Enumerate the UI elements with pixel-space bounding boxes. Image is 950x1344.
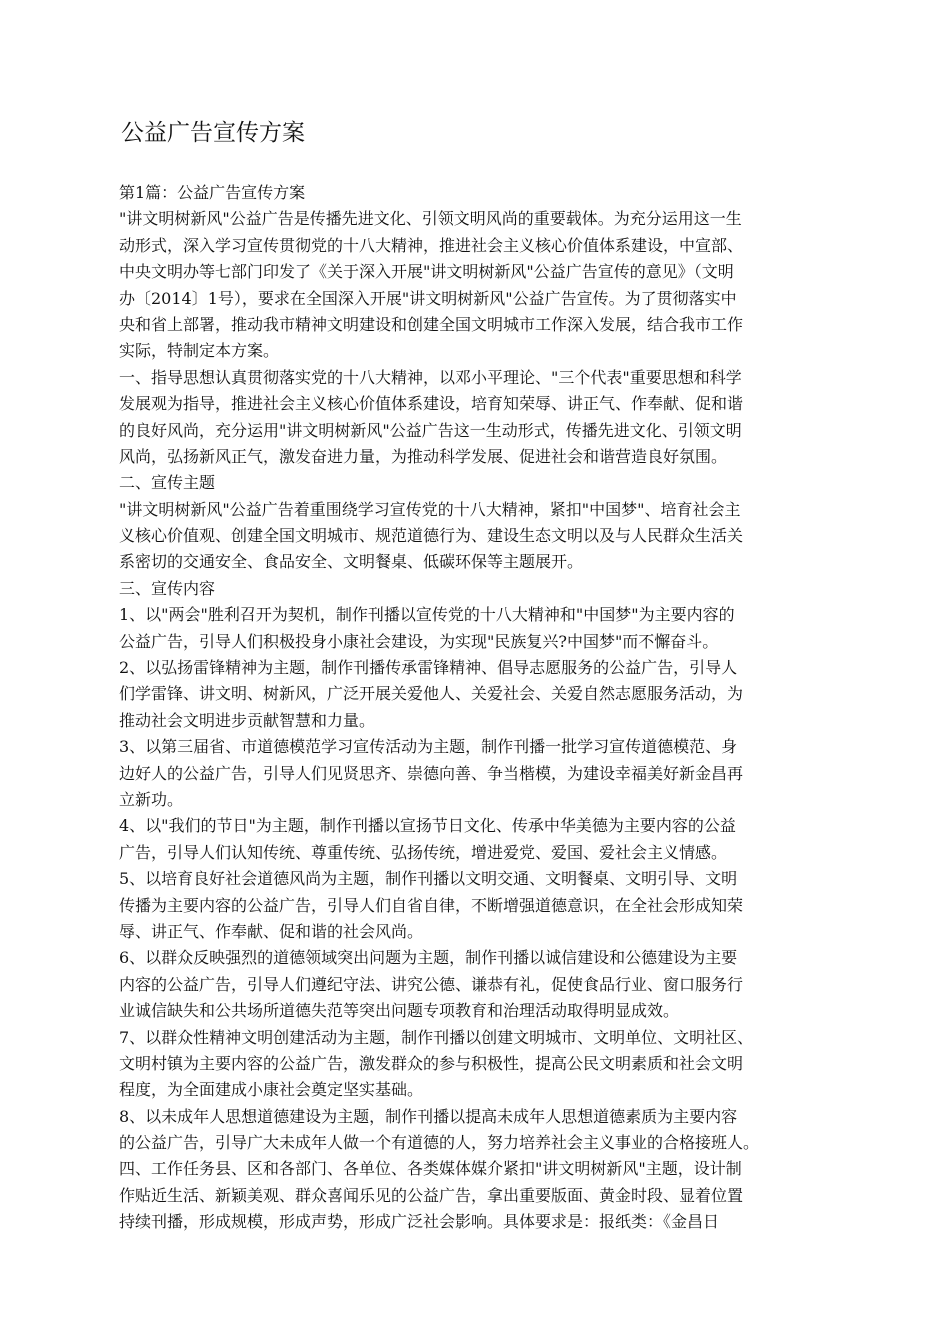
text-line: 边好人的公益广告，引导人们见贤思齐、崇德向善、争当楷模，为建设幸福美好新金昌再 — [119, 763, 744, 783]
text-line: 文明村镇为主要内容的公益广告，激发群众的参与积极性，提高公民文明素质和社会文明 — [119, 1053, 744, 1073]
text-line: 央和省上部署，推动我市精神文明建设和创建全国文明城市工作深入发展，结合我市工作 — [119, 314, 744, 334]
text-line: 三、宣传内容 — [119, 578, 216, 598]
text-line: 办〔2014〕1号），要求在全国深入开展"讲文明树新风"公益广告宣传。为了贯彻落实中 — [119, 288, 737, 308]
text-line: 1、以"两会"胜利召开为契机，制作刊播以宣传党的十八大精神和"中国梦"为主要内容的 — [119, 605, 735, 625]
text-line: 公益广告，引导人们积极投身小康社会建设，为实现"民族复兴?中国梦"而不懈奋斗。 — [119, 631, 719, 651]
text-line: 的公益广告，引导广大未成年人做一个有道德的人，努力培养社会主义事业的合格接班人。 — [119, 1133, 760, 1153]
text-line: "讲文明树新风"公益广告是传播先进文化、引领文明风尚的重要载体。为充分运用这一生 — [119, 209, 742, 229]
text-line: 4、以"我们的节日"为主题，制作刊播以宣扬节日文化、传承中华美德为主要内容的公益 — [119, 816, 736, 836]
text-line: 5、以培育良好社会道德风尚为主题，制作刊播以文明交通、文明餐桌、文明引导、文明 — [119, 869, 738, 889]
text-line: 们学雷锋、讲文明、树新风，广泛开展关爱他人、关爱社会、关爱自然志愿服务活动，为 — [119, 684, 744, 704]
text-line: 辱、讲正气、作奉献、促和谐的社会风尚。 — [119, 921, 424, 941]
text-line: 系密切的交通安全、食品安全、文明餐桌、低碳环保等主题展开。 — [119, 552, 584, 572]
text-line: 义核心价值观、创建全国文明城市、规范道德行为、建设生态文明以及与人民群众生活关 — [119, 526, 744, 546]
text-line: 7、以群众性精神文明创建活动为主题，制作刊播以创建文明城市、文明单位、文明社区、 — [119, 1027, 754, 1047]
text-line: 8、以未成年人思想道德建设为主题，制作刊播以提高未成年人思想道德素质为主要内容 — [119, 1106, 738, 1126]
text-line: 6、以群众反映强烈的道德领域突出问题为主题，制作刊播以诚信建设和公德建设为主要 — [119, 948, 738, 968]
text-line: "讲文明树新风"公益广告着重围绕学习宣传党的十八大精神，紧扣"中国梦"、培育社会主 — [119, 499, 741, 519]
page-title: 公益广告宣传方案 — [121, 120, 305, 146]
text-line: 的良好风尚，充分运用"讲文明树新风"公益广告这一生动形式，传播先进文化、引领文明 — [119, 420, 742, 440]
text-line: 一、指导思想认真贯彻落实党的十八大精神，以邓小平理论、"三个代表"重要思想和科学 — [119, 367, 742, 387]
text-line: 内容的公益广告，引导人们遵纪守法、讲究公德、谦恭有礼，促使食品行业、窗口服务行 — [119, 974, 744, 994]
text-line: 四、工作任务县、区和各部门、各单位、各类媒体媒介紧扣"讲文明树新风"主题，设计制 — [119, 1159, 742, 1179]
text-line: 实际，特制定本方案。 — [119, 341, 280, 361]
document-body — [119, 180, 834, 1236]
text-line: 2、以弘扬雷锋精神为主题，制作刊播传承雷锋精神、倡导志愿服务的公益广告，引导人 — [119, 658, 738, 678]
text-line: 持续刊播，形成规模，形成声势，形成广泛社会影响。具体要求是：报纸类：《金昌日 — [119, 1212, 720, 1232]
text-line: 动形式，深入学习宣传贯彻党的十八大精神，推进社会主义核心价值体系建设，中宣部、 — [119, 235, 744, 255]
text-line: 广告，引导人们认知传统、尊重传统、弘扬传统，增进爱党、爱国、爱社会主义情感。 — [119, 842, 728, 862]
text-line: 第1篇：公益广告宣传方案 — [119, 183, 306, 202]
text-line: 推动社会文明进步贡献智慧和力量。 — [119, 710, 376, 730]
text-line: 程度，为全面建成小康社会奠定坚实基础。 — [119, 1080, 424, 1100]
text-line: 中央文明办等七部门印发了《关于深入开展"讲文明树新风"公益广告宣传的意见》（文明 — [119, 262, 734, 282]
text-line: 风尚，弘扬新风正气，激发奋进力量，为推动科学发展、促进社会和谐营造良好氛围。 — [119, 446, 728, 466]
text-line: 二、宣传主题 — [119, 473, 216, 493]
text-line: 传播为主要内容的公益广告，引导人们自省自律，不断增强道德意识，在全社会形成知荣 — [119, 895, 744, 915]
text-line: 3、以第三届省、市道德模范学习宣传活动为主题，制作刊播一批学习宣传道德模范、身 — [119, 737, 738, 757]
text-line: 业诚信缺失和公共场所道德失范等突出问题专项教育和治理活动取得明显成效。 — [119, 1001, 680, 1021]
text-line: 发展观为指导，推进社会主义核心价值体系建设，培育知荣辱、讲正气、作奉献、促和谐 — [119, 394, 744, 414]
text-line: 作贴近生活、新颖美观、群众喜闻乐见的公益广告，拿出重要版面、黄金时段、显着位置 — [119, 1185, 744, 1205]
text-line: 立新功。 — [119, 789, 184, 809]
